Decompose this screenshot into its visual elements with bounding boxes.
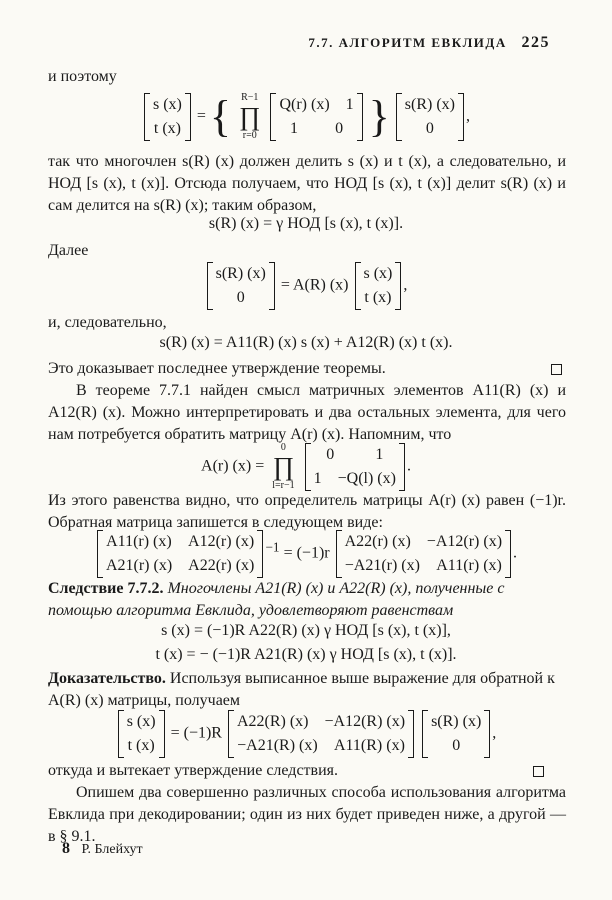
paragraph-4: Из этого равенства видно, что определитель матрицы A(r) (x) равен (−1)r. Обратная матрица запишется в следующем виде:	[48, 492, 566, 531]
eq6-matrix-b: A22(r) (x) −A12(r) (x) −A21(r) (x) A11(r) (x)	[336, 530, 511, 578]
eq9-rhs-vector: s(R) (x) 0	[422, 710, 490, 758]
equation-5: A(r) (x) = 0 ∏ l=r−1 0 1 1 −Q(l) (x) .	[201, 442, 411, 491]
page-number: 225	[521, 34, 550, 51]
eq9-matrix: A22(R) (x) −A12(R) (x) −A21(R) (x) A11(R) (x)	[228, 710, 414, 758]
eq5-matrix: 0 1 1 −Q(l) (x)	[305, 443, 405, 491]
equation-7: s (x) = (−1)R A22(R) (x) γ НОД [s (x), t (x)],	[161, 622, 451, 639]
corollary-text: Многочлены A21(R) (x) и A22(R) (x), полученные с помощью алгоритма Евклида, удовлетворяют равенствам	[48, 580, 505, 619]
equation-2: s(R) (x) = γ НОД [s (x), t (x)].	[208, 215, 404, 232]
section-title: 7.7. АЛГОРИТМ ЕВКЛИДА	[308, 35, 507, 50]
equation-4: s(R) (x) = A11(R) (x) s (x) + A12(R) (x) t (x).	[159, 334, 453, 351]
equation-9: s (x) t (x) = (−1)R A22(R) (x) −A12(R) (x) −A21(R) (x) A11(R) (x) s(R) (x) 0 ,	[0, 710, 612, 758]
equation-1: s (x) t (x) = { R−1 ∏ r=0 Q(r) (x) 1 1 0 } s(R) (x) 0 ,	[0, 92, 612, 142]
signature-number: 8	[62, 840, 70, 857]
proof-label: Доказательство.	[48, 670, 166, 687]
paragraph-2: Это доказывает последнее утверждение теоремы.	[48, 358, 566, 380]
eq3-rhs-vector: s (x) t (x)	[355, 262, 402, 310]
paragraph-3: В теореме 7.7.1 найден смысл матричных элементов A11(R) (x) и A12(R) (x). Можно интерпретировать и два остальных элемента, для чего нам потребуется обратить матрицу A(r) (x). Напомним, что	[48, 382, 566, 443]
dalee-text: Далее	[48, 242, 89, 259]
corollary	[48, 578, 566, 622]
equation-3: s(R) (x) 0 = A(R) (x) s (x) t (x) ,	[0, 262, 612, 310]
eq5-product: 0 ∏ l=r−1	[272, 442, 295, 491]
eq3-lhs-vector: s(R) (x) 0	[207, 262, 275, 310]
sledovatelno-text: и, следовательно,	[48, 314, 167, 331]
equation-8: t (x) = − (−1)R A21(R) (x) γ НОД [s (x), t (x)].	[155, 646, 457, 663]
running-header	[308, 34, 550, 52]
intro-text: и поэтому	[48, 68, 117, 85]
eq9-lhs-vector: s (x) t (x)	[118, 710, 165, 758]
eq1-lhs-vector: s (x) t (x)	[144, 93, 191, 141]
paragraph-1: так что многочлен s(R) (x) должен делить s (x) и t (x), а следовательно, и НОД [s (x), t (x)]. Отсюда получаем, что НОД [s (x), t (x)] делит s(R) (x) и сам делится на s(R) (x); таким образом,	[48, 153, 566, 214]
proof-text: Используя выписанное выше выражение для обратной к A(R) (x) матрицы, получаем	[48, 670, 555, 709]
qed-icon	[551, 364, 562, 375]
proof	[48, 668, 566, 712]
paragraph-5: откуда и вытекает утверждение следствия.	[48, 760, 566, 782]
eq1-q-matrix: Q(r) (x) 1 1 0	[270, 93, 362, 141]
footer	[62, 840, 143, 858]
equation-6: A11(r) (x) A12(r) (x) A21(r) (x) A22(r) (x) $^{-1}$ = (−1)r A22(r) (x) −A12(r) (x) −A21(r) (x) A11(r) (x) .	[0, 530, 612, 578]
eq1-product: R−1 ∏ r=0	[239, 92, 261, 141]
eq6-matrix-a: A11(r) (x) A12(r) (x) A21(r) (x) A22(r) (x)	[97, 530, 263, 578]
qed-icon	[533, 766, 544, 777]
signature-author: Р. Блейхут	[81, 842, 143, 857]
corollary-label: Следствие 7.7.2.	[48, 580, 164, 597]
eq1-rhs-vector: s(R) (x) 0	[396, 93, 464, 141]
paragraph-6: Опишем два совершенно различных способа использования алгоритма Евклида при декодировании; один из них будет приведен ниже, а другой — в § 9.1.	[48, 784, 566, 845]
